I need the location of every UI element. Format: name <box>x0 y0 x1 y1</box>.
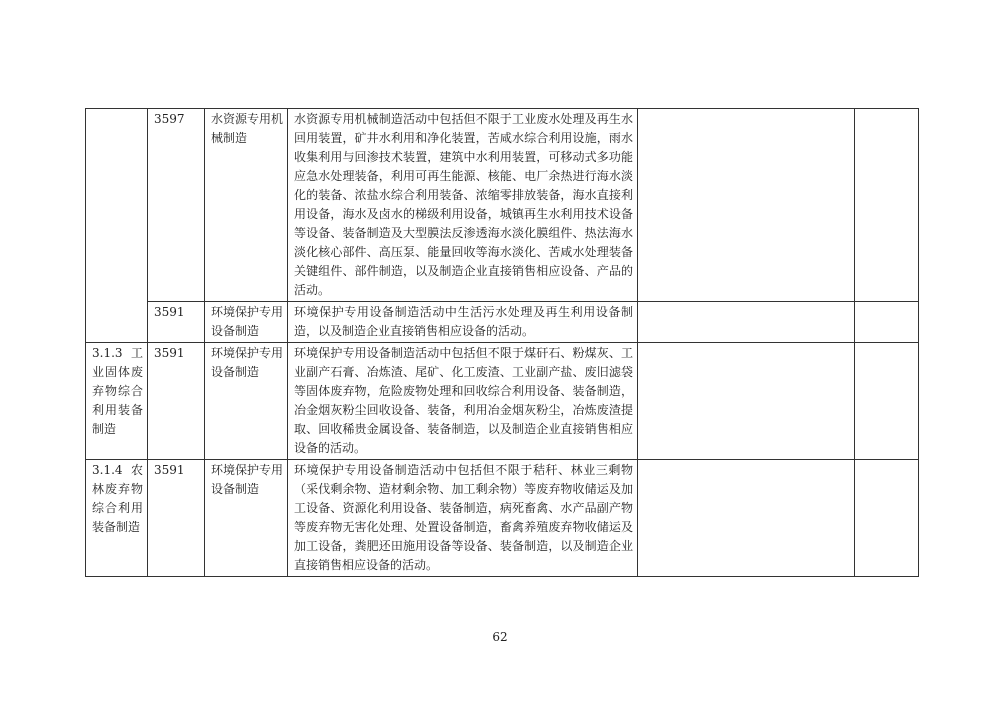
industry-name-text: 环境保护专用设备制造 <box>211 463 284 496</box>
empty-cell <box>855 460 919 577</box>
table-row <box>86 460 919 577</box>
sector-cell <box>86 460 148 577</box>
empty-cell <box>638 302 855 343</box>
empty-cell <box>855 343 919 460</box>
description-text: 环境保护专用设备制造活动中包括但不限于秸秆、林业三剩物（采伐剩余物、造材剩余物、加工剩余物）等废弃物收储运及加工设备、资源化利用设备、装备制造，病死畜禽、水产品副产物等废弃物无害化处理、处置设备制造，畜禽养殖废弃物收储运及加工设备，粪肥还田施用设备等设备、装备制造，以及制造企业直接销售相应设备的活动。 <box>294 463 633 572</box>
description-text: 水资源专用机械制造活动中包括但不限于工业废水处理及再生水回用装置，矿井水利用和净化装置，苦咸水综合利用设施，雨水收集利用与回渗技术装置，建筑中水利用装置，可移动式多功能应急水处理装备，利用可再生能源、核能、电厂余热进行海水淡化的装备、浓盐水综合利用装备、浓缩零排放装备，海水直接利用设备，海水及卤水的梯级利用设备，城镇再生水利用技术设备等设备、装备制造及大型膜法反渗透海水淡化膜组件、热法海水淡化核心部件、高压泵、能量回收等海水淡化、苦咸水处理装备关键组件、部件制造，以及制造企业直接销售相应设备、产品的活动。 <box>294 112 633 297</box>
industry-name-text: 环境保护专用设备制造 <box>211 346 284 379</box>
empty-cell <box>855 109 919 302</box>
description-cell <box>288 109 638 302</box>
sector-text: 3.1.3 工业固体废弃物综合利用装备制造 <box>92 346 143 436</box>
table-row <box>86 109 919 302</box>
industry-name-cell <box>205 343 288 460</box>
empty-cell <box>638 460 855 577</box>
empty-cell <box>855 302 919 343</box>
industry-code-cell: 3591 <box>148 302 205 343</box>
empty-cell <box>638 109 855 302</box>
industry-code-cell: 3591 <box>148 460 205 577</box>
description-text: 环境保护专用设备制造活动中生活污水处理及再生利用设备制造，以及制造企业直接销售相应设备的活动。 <box>294 305 633 338</box>
industry-name-cell <box>205 302 288 343</box>
industry-classification-table <box>85 108 919 577</box>
description-cell <box>288 460 638 577</box>
sector-cell <box>86 343 148 460</box>
industry-code-cell: 3597 <box>148 109 205 302</box>
description-text: 环境保护专用设备制造活动中包括但不限于煤矸石、粉煤灰、工业副产石膏、冶炼渣、尾矿、化工废渣、工业副产盐、废旧滤袋等固体废弃物，危险废物处理和回收综合利用设备、装备制造，冶金烟灰粉尘回收设备、装备，利用冶金烟灰粉尘，冶炼废渣提取、回收稀贵金属设备、装备制造，以及制造企业直接销售相应设备的活动。 <box>294 346 633 455</box>
empty-cell <box>638 343 855 460</box>
page-number: 62 <box>492 630 508 644</box>
sector-text: 3.1.4 农林废弃物综合利用装备制造 <box>92 463 143 534</box>
description-cell <box>288 343 638 460</box>
table-row <box>86 343 919 460</box>
industry-name-text: 环境保护专用设备制造 <box>211 305 284 338</box>
industry-name-cell <box>205 109 288 302</box>
sector-cell <box>86 109 148 343</box>
industry-code-cell: 3591 <box>148 343 205 460</box>
industry-name-cell <box>205 460 288 577</box>
industry-name-text: 水资源专用机械制造 <box>211 112 284 145</box>
table-row <box>86 302 919 343</box>
description-cell <box>288 302 638 343</box>
